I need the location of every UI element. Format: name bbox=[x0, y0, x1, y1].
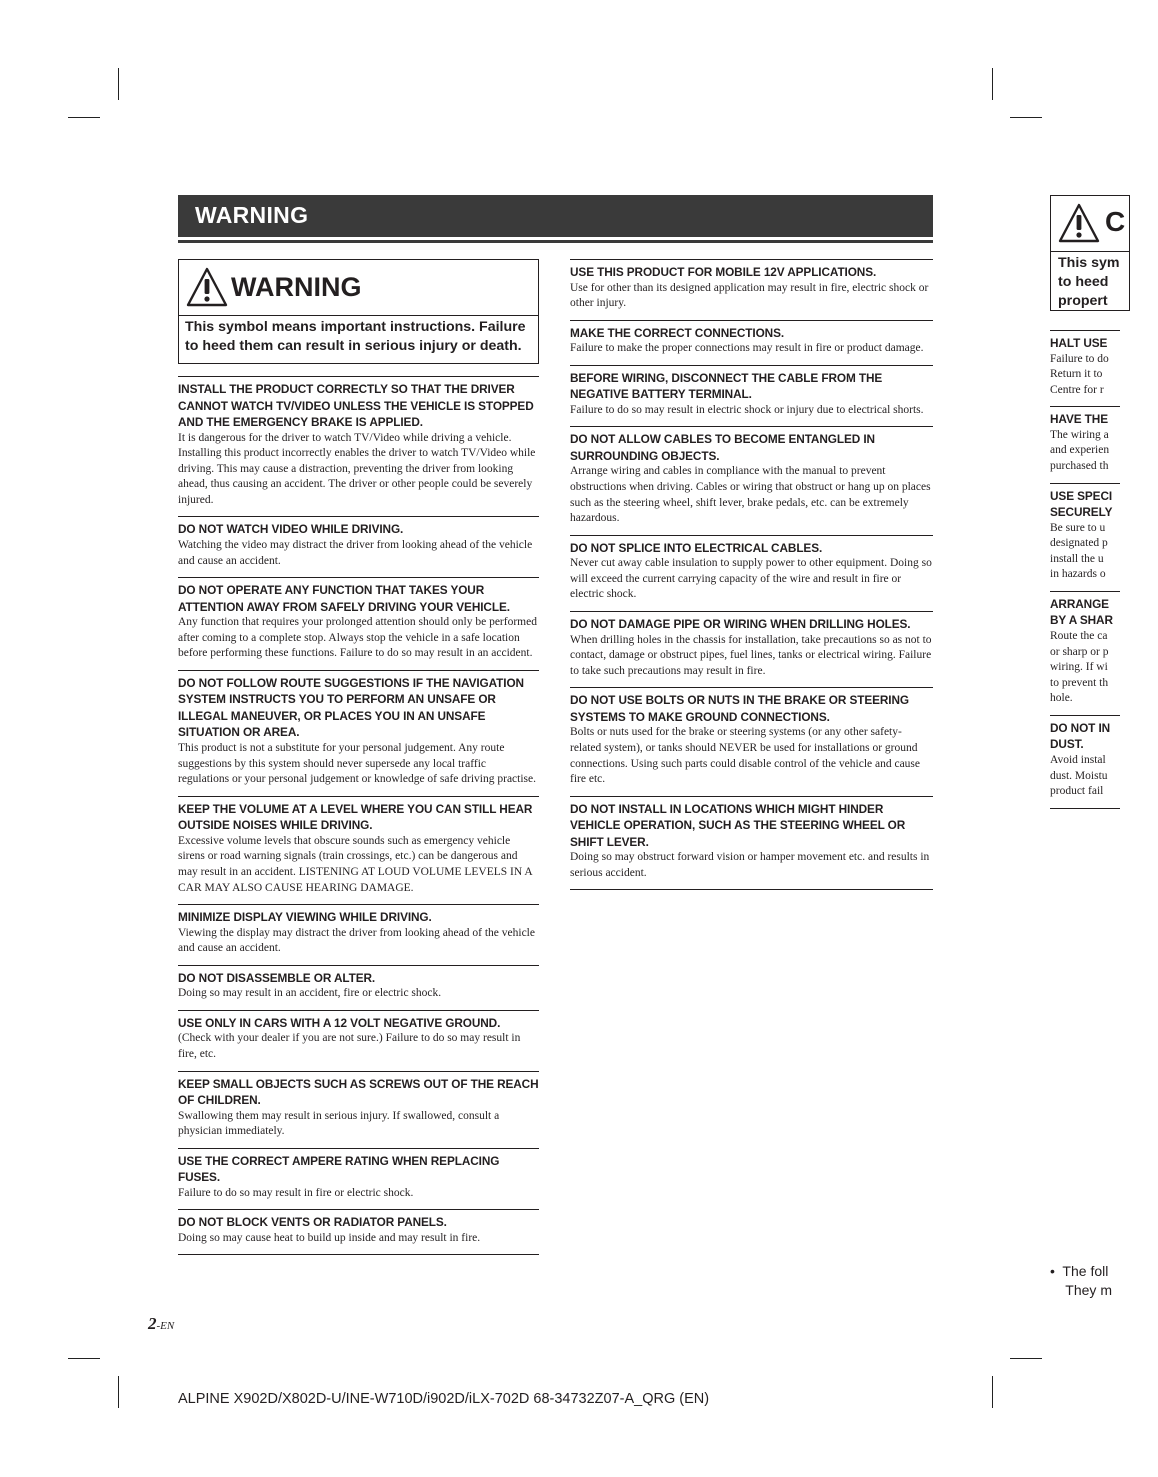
right-column-partial bbox=[1050, 330, 1120, 809]
item-heading: DO NOT IN DUST. bbox=[1050, 720, 1111, 752]
item-body-line: or sharp or p bbox=[1050, 645, 1109, 658]
warning-item bbox=[570, 687, 933, 795]
warning-item bbox=[178, 1010, 539, 1071]
bullet-line: • The foll bbox=[1050, 1263, 1109, 1279]
warning-box-header bbox=[179, 260, 538, 316]
item-body: Failure to do so may result in fire or electric shock. bbox=[178, 1186, 414, 1199]
item-body: This product is not a substitute for your personal judgement. Any route suggestions by this system should never supersede any local traffic regulations or your personal judgement or knowledge of safe driving practise. bbox=[178, 741, 536, 786]
caution-box-line: to heed bbox=[1058, 274, 1109, 290]
item-heading: DO NOT WATCH VIDEO WHILE DRIVING. bbox=[178, 522, 404, 537]
warning-item bbox=[178, 904, 539, 965]
crop-mark bbox=[992, 68, 993, 100]
warning-item bbox=[570, 365, 933, 427]
item-body: Doing so may result in an accident, fire or electric shock. bbox=[178, 987, 442, 1000]
item-heading: USE THIS PRODUCT FOR MOBILE 12V APPLICATIONS. bbox=[570, 265, 877, 279]
page-number bbox=[148, 1314, 174, 1334]
item-body: Doing so may obstruct forward vision or hamper movement etc. and results in serious accident. bbox=[570, 851, 930, 879]
middle-column bbox=[570, 259, 933, 890]
item-body: Doing so may cause heat to build up inside and may result in fire. bbox=[178, 1231, 481, 1244]
warning-item bbox=[178, 796, 539, 904]
item-body: Swallowing them may result in serious injury. If swallowed, consult a physician immediately. bbox=[178, 1109, 500, 1138]
item-body: Failure to make the proper connections may result in fire or product damage. bbox=[570, 342, 924, 355]
warning-item bbox=[178, 577, 539, 670]
item-body: When drilling holes in the chassis for installation, take precautions so as not to contact, damage or obstruct pipes, fuel lines, tanks or electrical wiring. Failure to take such precautions may result in fire. bbox=[570, 633, 932, 677]
warning-box-title: WARNING bbox=[231, 272, 362, 302]
warning-item bbox=[178, 1071, 539, 1148]
crop-mark bbox=[992, 1376, 993, 1408]
item-heading: DO NOT DAMAGE PIPE OR WIRING WHEN DRILLING HOLES. bbox=[570, 617, 911, 632]
item-heading: HALT USE bbox=[1050, 336, 1108, 350]
item-heading: USE ONLY IN CARS WITH A 12 VOLT NEGATIVE GROUND. bbox=[178, 1015, 501, 1030]
item-heading: DO NOT BLOCK VENTS OR RADIATOR PANELS. bbox=[178, 1215, 447, 1230]
section-title: WARNING bbox=[195, 202, 309, 228]
item-body: Watching the video may distract the driver from looking ahead of the vehicle and cause an accident. bbox=[178, 538, 533, 567]
warning-item bbox=[178, 965, 539, 1010]
caution-box-header bbox=[1051, 196, 1129, 252]
crop-mark bbox=[68, 1358, 100, 1359]
item-body-line: Return it to bbox=[1050, 368, 1103, 381]
item-body: Use for other than its designed application may result in fire, electric shock or other injury. bbox=[570, 281, 929, 310]
item-heading: DO NOT ALLOW CABLES TO BECOME ENTANGLED IN SURROUNDING OBJECTS. bbox=[570, 432, 875, 463]
item-heading: KEEP THE VOLUME AT A LEVEL WHERE YOU CAN STILL HEAR OUTSIDE NOISES WHILE DRIVING. bbox=[178, 801, 533, 833]
item-heading: ARRANGE BY A SHAR bbox=[1050, 596, 1113, 628]
item-body: Never cut away cable insulation to supply power to other equipment. Doing so will exceed the current carrying capacity of the wire and result in fire or electric shock. bbox=[570, 557, 932, 601]
item-body-line: and experien bbox=[1050, 444, 1110, 457]
item-heading: USE SPECI SECURELY bbox=[1050, 488, 1113, 520]
page-number-suffix: -EN bbox=[156, 1320, 175, 1332]
item-heading: DO NOT OPERATE ANY FUNCTION THAT TAKES YOUR ATTENTION AWAY FROM SAFELY DRIVING YOUR VEHICLE. bbox=[178, 583, 510, 614]
page-number-value: 2 bbox=[148, 1314, 157, 1333]
bullet-note bbox=[1050, 1262, 1112, 1300]
warning-item bbox=[178, 376, 539, 516]
item-heading: DO NOT INSTALL IN LOCATIONS WHICH MIGHT HINDER VEHICLE OPERATION, SUCH AS THE STEERING WHEEL OR SHIFT LEVER. bbox=[570, 801, 906, 849]
item-heading: MINIMIZE DISPLAY VIEWING WHILE DRIVING. bbox=[178, 910, 432, 925]
warning-item bbox=[570, 611, 933, 687]
item-body-line: hole. bbox=[1050, 692, 1073, 705]
caution-item bbox=[1050, 483, 1120, 591]
item-body-line: dust. Moistu bbox=[1050, 769, 1108, 782]
warning-item bbox=[570, 320, 933, 365]
item-body-line: Failure to do bbox=[1050, 352, 1109, 365]
item-body: Any function that requires your prolonged attention should only be performed after coming to a complete stop. Always stop the vehicle in a safe location before performing these functions. Failure to do so may result in an accident. bbox=[178, 616, 537, 660]
item-body-line: wiring. If wi bbox=[1050, 661, 1108, 674]
item-body: Bolts or nuts used for the brake or steering systems (or any other safety-related system), or tanks should NEVER be used for installations or ground connections. Using such parts could disable control of the vehicle and cause fire etc. bbox=[570, 726, 921, 786]
caution-item bbox=[1050, 591, 1120, 715]
warning-item bbox=[570, 259, 933, 320]
crop-mark bbox=[1010, 117, 1042, 118]
crop-mark bbox=[118, 1376, 119, 1408]
item-body: (Check with your dealer if you are not sure.) Failure to do so may result in fire, etc. bbox=[178, 1032, 521, 1060]
item-body: Failure to do so may result in electric shock or injury due to electrical shorts. bbox=[570, 403, 924, 416]
item-heading: USE THE CORRECT AMPERE RATING WHEN REPLACING FUSES. bbox=[178, 1153, 500, 1185]
item-body-line: purchased th bbox=[1050, 459, 1109, 472]
crop-mark bbox=[1010, 1358, 1042, 1359]
item-heading: DO NOT SPLICE INTO ELECTRICAL CABLES. bbox=[570, 540, 823, 555]
item-heading: DO NOT DISASSEMBLE OR ALTER. bbox=[178, 970, 376, 985]
warning-symbol-box bbox=[178, 259, 539, 364]
crop-mark bbox=[118, 68, 119, 100]
caution-item bbox=[1050, 330, 1120, 406]
item-body-line: The wiring a bbox=[1050, 428, 1109, 441]
item-heading: MAKE THE CORRECT CONNECTIONS. bbox=[570, 325, 785, 340]
item-body-line: Avoid instal bbox=[1050, 753, 1106, 766]
warning-item bbox=[570, 535, 933, 611]
warning-item bbox=[178, 516, 539, 577]
warning-triangle-icon bbox=[185, 266, 229, 308]
bullet-line: They m bbox=[1050, 1282, 1112, 1298]
footer-product-code: ALPINE X902D/X802D-U/INE-W710D/i902D/iLX-702D 68-34732Z07-A_QRG (EN) bbox=[178, 1391, 710, 1407]
caution-symbol-box bbox=[1050, 195, 1130, 311]
item-heading: DO NOT FOLLOW ROUTE SUGGESTIONS IF THE NAVIGATION SYSTEM INSTRUCTS YOU TO PERFORM AN UNSAFE OR ILLEGAL MANEUVER, OR PLACES YOU IN AN UNSAFE SITUATION OR AREA. bbox=[178, 675, 524, 740]
item-heading: HAVE THE bbox=[1050, 412, 1108, 427]
item-body-line: to prevent th bbox=[1050, 676, 1109, 689]
item-heading: DO NOT USE BOLTS OR NUTS IN THE BRAKE OR STEERING SYSTEMS TO MAKE GROUND CONNECTIONS. bbox=[570, 693, 909, 724]
left-column bbox=[178, 376, 539, 1255]
warning-item bbox=[178, 670, 539, 796]
caution-box-title: C bbox=[1105, 206, 1126, 237]
item-body: Excessive volume levels that obscure sounds such as emergency vehicle sirens or road warning signals (train crossings, etc.) can be dangerous and may result in an accident. LISTENING AT LOUD VOLUME LEVELS IN A CAR MAY ALSO CAUSE HEARING DAMAGE. bbox=[178, 834, 533, 894]
warning-item bbox=[570, 796, 933, 891]
item-body-line: in hazards o bbox=[1050, 568, 1106, 581]
item-body-line: Route the ca bbox=[1050, 629, 1108, 642]
item-heading: KEEP SMALL OBJECTS SUCH AS SCREWS OUT OF THE REACH OF CHILDREN. bbox=[178, 1076, 539, 1108]
item-body-line: designated p bbox=[1050, 537, 1108, 550]
item-body: It is dangerous for the driver to watch TV/Video while driving a vehicle. Installing this product incorrectly enables the driver to watch TV/Video while driving. This may cause a distraction, preventing the driver from looking ahead, thus causing an accident. The driver or other people could be severely injured. bbox=[178, 431, 536, 506]
crop-mark bbox=[68, 117, 100, 118]
item-body: Arrange wiring and cables in compliance with the manual to prevent obstructions when driving. Cables or wiring that obstruct or hang up on places such as the steering wheel, shift lever, brake pedals, etc. can be extremely hazardous. bbox=[570, 465, 931, 525]
item-heading: BEFORE WIRING, DISCONNECT THE CABLE FROM THE NEGATIVE BATTERY TERMINAL. bbox=[570, 370, 883, 402]
item-heading: INSTALL THE PRODUCT CORRECTLY SO THAT THE DRIVER CANNOT WATCH TV/VIDEO UNLESS THE VEHICLE IS STOPPED AND THE EMERGENCY BRAKE IS APPLIED. bbox=[178, 382, 534, 429]
item-body: Viewing the display may distract the driver from looking ahead of the vehicle and cause an accident. bbox=[178, 926, 535, 955]
warning-item bbox=[570, 426, 933, 534]
item-body-line: Be sure to u bbox=[1050, 521, 1106, 534]
caution-box-line: propert bbox=[1058, 293, 1108, 309]
caution-triangle-icon bbox=[1057, 202, 1101, 244]
caution-box-text bbox=[1058, 254, 1158, 311]
caution-box-line: This sym bbox=[1058, 255, 1120, 271]
item-body-line: Centre for r bbox=[1050, 383, 1104, 396]
warning-box-text: This symbol means important instructions. Failure to heed them can result in serious injury or death. bbox=[185, 319, 526, 354]
warning-item bbox=[178, 1148, 539, 1210]
caution-item bbox=[1050, 406, 1120, 482]
section-banner bbox=[178, 195, 933, 240]
item-body-line: product fail bbox=[1050, 785, 1104, 798]
caution-item bbox=[1050, 715, 1120, 809]
warning-item bbox=[178, 1209, 539, 1255]
item-body-line: install the u bbox=[1050, 552, 1104, 565]
